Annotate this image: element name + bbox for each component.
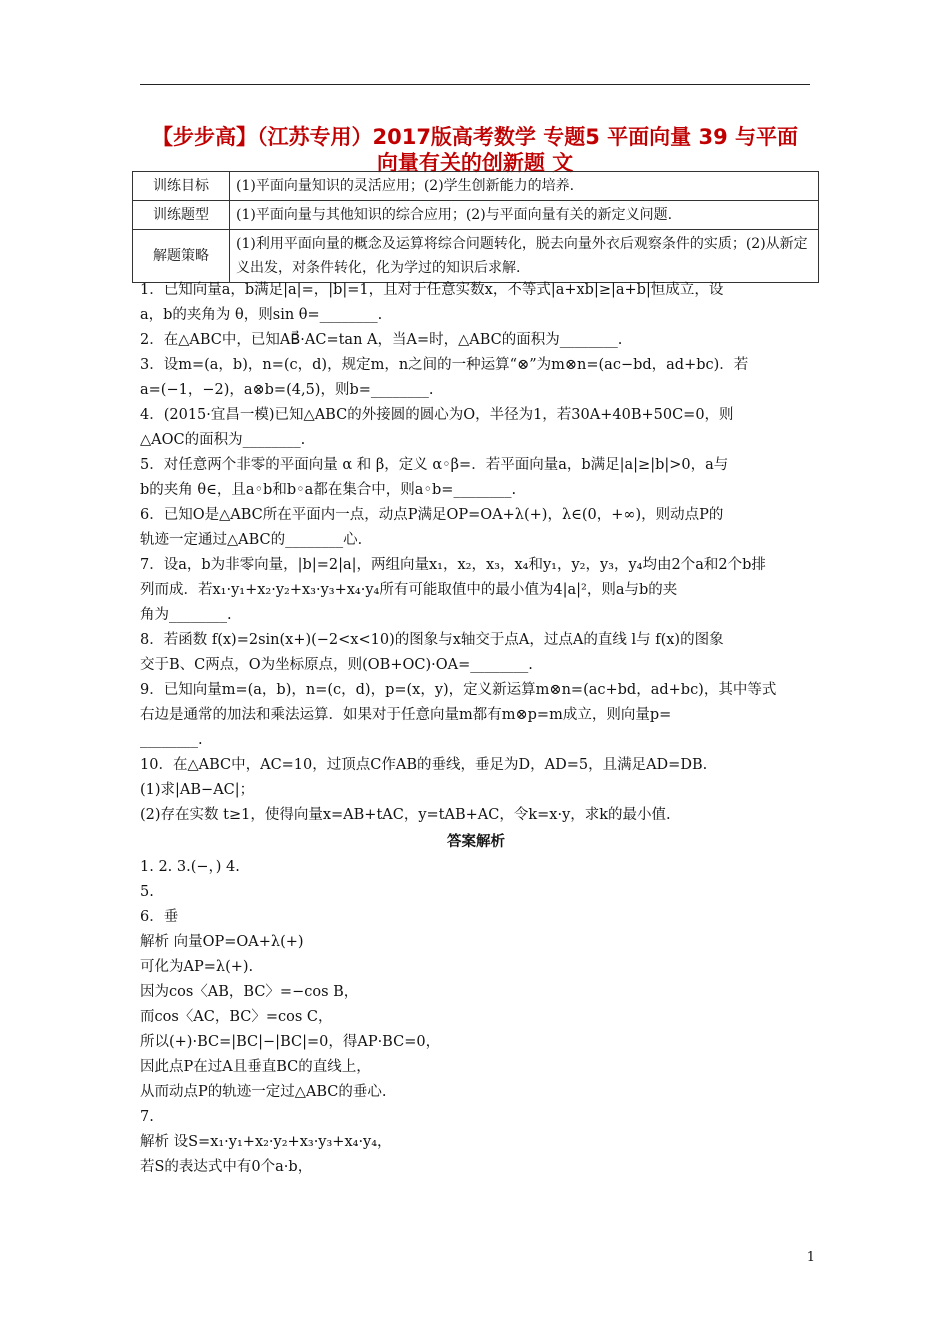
problem-line: 右边是通常的加法和乘法运算．如果对于任意向量m都有m⊗p=m成立，则向量p= (140, 707, 672, 723)
answer-line: 而cos〈AC，BC〉=cos C， (140, 1009, 333, 1025)
answer-line: 可化为AP=λ(+). (140, 959, 254, 975)
header-rule (140, 84, 810, 85)
answer-line: 因此点P在过A且垂直BC的直线上， (140, 1059, 371, 1075)
document-title (140, 124, 810, 176)
problem-line: 1．已知向量a，b满足|a|=，|b|=1，且对于任意实数x，不等式|a+xb|≥|a+b|恒成立，设 (140, 282, 724, 298)
table-value: (1)平面向量知识的灵活应用；(2)学生创新能力的培养. (230, 172, 819, 201)
problem-line: △AOC的面积为________. (140, 432, 306, 448)
problem-line: b的夹角 θ∈，且a◦b和b◦a都在集合中，则a◦b=________. (140, 482, 517, 498)
problem-line: 4．(2015·宜昌一模)已知△ABC的外接圆的圆心为O，半径为1，若30A+40B+50C=0，则 (140, 407, 734, 423)
answer-heading: 答案解析 (447, 834, 505, 850)
table-value: (1)平面向量与其他知识的综合应用；(2)与平面向量有关的新定义问题. (230, 201, 819, 230)
table-row (133, 172, 819, 201)
problem-line: a=(−1，−2)，a⊗b=(4,5)，则b=________. (140, 382, 434, 398)
table-key: 训练目标 (133, 172, 230, 201)
problem-line: a，b的夹角为 θ，则sin θ=________. (140, 307, 383, 323)
table-row (133, 201, 819, 230)
problem-line: 10．在△ABC中，AC=10，过顶点C作AB的垂线，垂足为D，AD=5，且满足AD=DB. (140, 757, 708, 773)
answer-line: 若S的表达式中有0个a·b， (140, 1159, 313, 1175)
problem-line: 交于B、C两点，O为坐标原点，则(OB+OC)·OA=________. (140, 657, 533, 673)
answer-line: 解析 设S=x₁·y₁+x₂·y₂+x₃·y₃+x₄·y₄， (140, 1134, 392, 1150)
answer-line: 7. (140, 1109, 154, 1125)
answer-line: 从而动点P的轨迹一定过△ABC的垂心. (140, 1084, 387, 1100)
problem-line: ________. (140, 732, 203, 748)
problem-line: 角为________. (140, 607, 232, 623)
problem-line: 5．对任意两个非零的平面向量 α 和 β，定义 α◦β=．若平面向量a，b满足|a|≥|b|>0，a与 (140, 457, 729, 473)
answer-line: 5. (140, 884, 154, 900)
document-body (140, 278, 812, 1180)
answer-line: 1. 2. 3.(−，) 4. (140, 859, 240, 875)
problem-line: (2)存在实数 t≥1，使得向量x=AB+tAC，y=tAB+AC，令k=x·y，求k的最小值. (140, 807, 671, 823)
table-key: 训练题型 (133, 201, 230, 230)
problem-line: 7．设a，b为非零向量，|b|=2|a|，两组向量x₁，x₂，x₃，x₄和y₁，y₂，y₃，y₄均由2个a和2个b排 (140, 557, 766, 573)
title-line-1: 【步步高】（江苏专用）2017版高考数学 专题5 平面向量 39 与平面 (151, 125, 799, 149)
answer-line: 解析 向量OP=OA+λ(+) (140, 934, 304, 950)
table-value: (1)利用平面向量的概念及运算将综合问题转化，脱去向量外衣后观察条件的实质；(2)从新定义出发，对条件转化，化为学过的知识后求解. (230, 230, 819, 283)
title-line-2: 向量有关的创新题 文 (376, 151, 574, 175)
table-row (133, 230, 819, 283)
problem-line: 列而成．若x₁·y₁+x₂·y₂+x₃·y₃+x₄·y₄所有可能取值中的最小值为4|a|²，则a与b的夹 (140, 582, 678, 598)
table-key: 解题策略 (133, 230, 230, 283)
answer-line: 6．垂 (140, 909, 179, 925)
problem-line: 8．若函数 f(x)=2sin(x+)(−2<x<10)的图象与x轴交于点A，过点A的直线 l与 f(x)的图象 (140, 632, 724, 648)
problem-line: 2．在△ABC中，已知AB⃗·AC=tan A，当A=时，△ABC的面积为________. (140, 332, 623, 348)
problem-line: 轨迹一定通过△ABC的________心． (140, 532, 373, 548)
problem-line: 6．已知O是△ABC所在平面内一点，动点P满足OP=OA+λ(+)，λ∈(0，+∞)，则动点P的 (140, 507, 724, 523)
problem-line: 3．设m=(a，b)，n=(c，d)，规定m，n之间的一种运算“⊗”为m⊗n=(ac−bd，ad+bc)．若 (140, 357, 749, 373)
problem-line: (1)求|AB−AC|； (140, 782, 255, 798)
training-table (132, 171, 819, 283)
answer-line: 所以(+)·BC=|BC|−|BC|=0，得AP·BC=0， (140, 1034, 441, 1050)
answer-line: 因为cos〈AB，BC〉=−cos B， (140, 984, 359, 1000)
page-number: 1 (806, 1250, 815, 1265)
problem-line: 9．已知向量m=(a，b)，n=(c，d)，p=(x，y)，定义新运算m⊗n=(ac+bd，ad+bc)，其中等式 (140, 682, 777, 698)
